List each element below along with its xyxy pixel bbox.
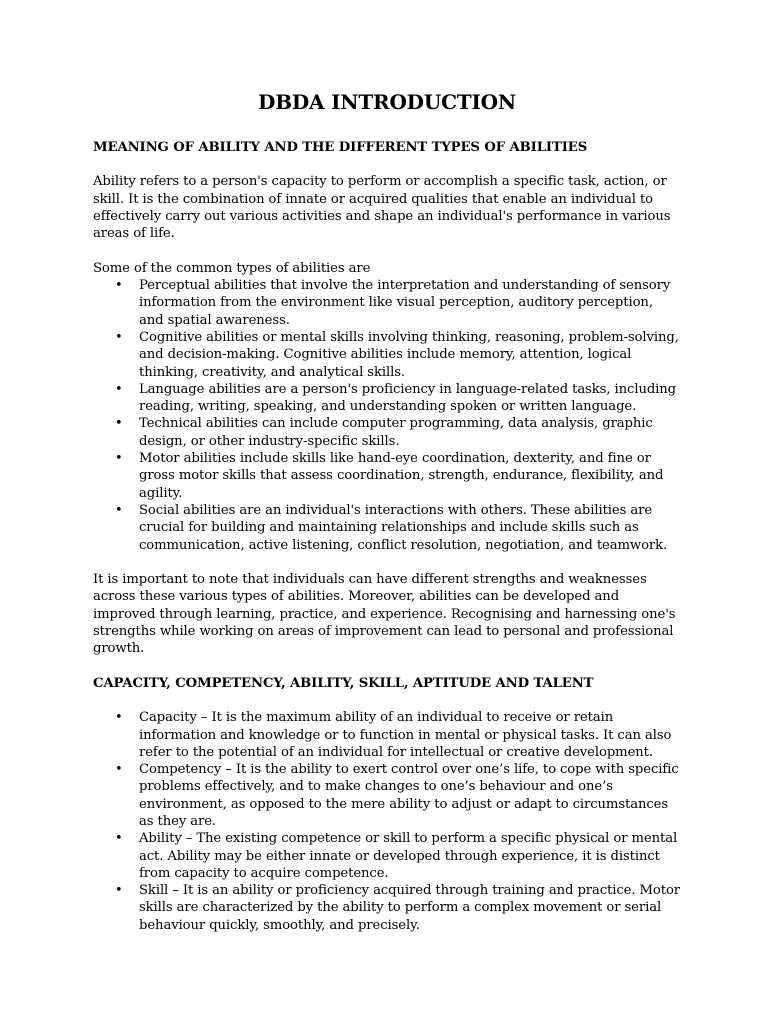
closing-paragraph: It is important to note that individuals can have different strengths and weaknesses across these various types of abilities. Moreover, abilities can be developed and improved through learning, practice, and experience. Recognising and harnessing one's strengths while working on areas of improvement can lead to personal and professional growth. — [93, 572, 676, 657]
bullet-icon: • — [115, 831, 123, 847]
bullet-icon: • — [115, 329, 123, 345]
abilities-list — [93, 277, 681, 554]
bullet-icon: • — [115, 762, 123, 778]
list-item — [115, 415, 681, 450]
section-heading-capacity: CAPACITY, COMPETENCY, ABILITY, SKILL, APTITUDE AND TALENT — [93, 675, 594, 691]
bullet-icon: • — [115, 416, 123, 432]
list-item — [115, 709, 681, 761]
list-lead-text: Some of the common types of abilities are — [93, 260, 371, 276]
list-item-text: Technical abilities can include computer programming, data analysis, graphic design, or other industry-specific skills. — [139, 416, 653, 449]
list-item-text: Capacity – It is the maximum ability of an individual to receive or retain information and knowledge or to function in mental or physical tasks. It can also refer to the potential of an individual for intellectual or creative development. — [139, 710, 672, 760]
definitions-list — [93, 709, 681, 934]
list-item — [115, 277, 681, 329]
list-item-text: Skill – It is an ability or proficiency acquired through training and practice. Motor skills are characterized by the ability to perform a complex movement or serial behaviour quickly, smoothly, and precisely. — [139, 883, 681, 933]
bullet-icon: • — [115, 710, 123, 726]
document-title: DBDA INTRODUCTION — [258, 90, 516, 114]
list-item-text: Perceptual abilities that involve the interpretation and understanding of sensory information from the environment like visual perception, auditory perception, and spatial awareness. — [139, 278, 671, 328]
list-item-text: Competency – It is the ability to exert control over one’s life, to cope with specific problems effectively, and to make changes to one’s behaviour and one’s environment, as opposed to the mere ability to adjust or adapt to circumstances as they are. — [139, 762, 679, 829]
list-item — [115, 882, 681, 934]
list-item — [115, 329, 681, 381]
bullet-icon: • — [115, 451, 123, 467]
list-item — [115, 450, 681, 502]
bullet-icon: • — [115, 883, 123, 899]
list-item — [115, 830, 681, 882]
intro-paragraph: Ability refers to a person's capacity to perform or accomplish a specific task, action, or skill. It is the combination of innate or acquired qualities that enable an individual to effectively carry out various activities and shape an individual's performance in various areas of life. — [93, 174, 671, 242]
bullet-icon: • — [115, 381, 123, 397]
list-item — [115, 502, 681, 554]
section-heading-abilities: MEANING OF ABILITY AND THE DIFFERENT TYPES OF ABILITIES — [93, 140, 588, 155]
list-item-text: Ability – The existing competence or skill to perform a specific physical or mental act. Ability may be either innate or developed through experience, it is distinct from capacity to acquire competence. — [139, 831, 678, 881]
bullet-icon: • — [115, 502, 123, 518]
spacer — [93, 554, 681, 571]
list-item-text: Cognitive abilities or mental skills involving thinking, reasoning, problem-solving, and decision-making. Cognitive abilities include memory, attention, logical thinking, creativity, and analytical skills. — [139, 329, 679, 380]
document-page — [93, 88, 681, 934]
spacer — [93, 242, 681, 259]
spacer — [93, 658, 681, 675]
spacer — [93, 692, 681, 709]
list-item-text: Motor abilities include skills like hand-eye coordination, dexterity, and fine or gross motor skills that assess coordination, strength, endurance, flexibility, and agility. — [139, 451, 664, 501]
bullet-icon: • — [115, 278, 123, 294]
list-item — [115, 761, 681, 830]
spacer — [93, 156, 681, 173]
list-item-text: Social abilities are an individual's interactions with others. These abilities are crucial for building and maintaining relationships and include skills such as communication, active listening, conflict resolution, negotiation, and teamwork. — [139, 502, 668, 553]
list-item — [115, 381, 681, 416]
list-item-text: Language abilities are a person's proficiency in language-related tasks, including reading, writing, speaking, and understanding spoken or written language. — [139, 381, 677, 415]
